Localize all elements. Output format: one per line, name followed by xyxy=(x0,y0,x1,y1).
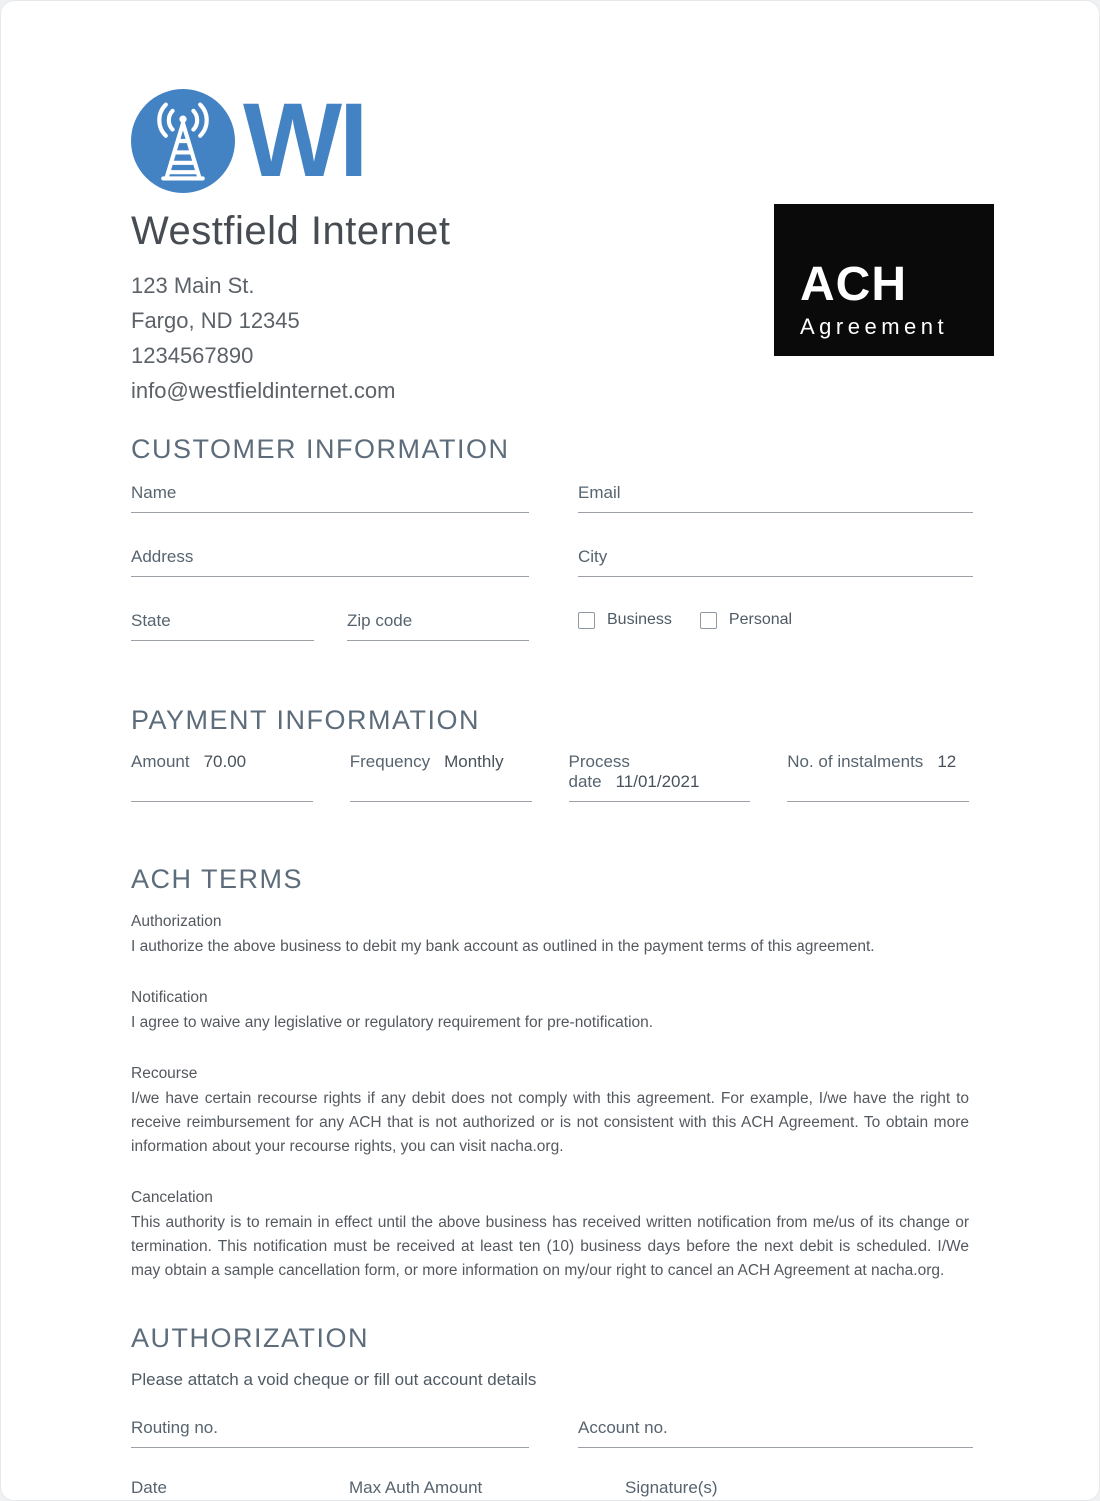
customer-information-heading: CUSTOMER INFORMATION xyxy=(131,434,510,464)
business-checkbox-option[interactable] xyxy=(578,611,672,629)
logo-circle xyxy=(131,89,235,193)
signature-field[interactable] xyxy=(625,1478,969,1501)
signature-row xyxy=(131,1478,969,1501)
clause-title: Cancelation xyxy=(131,1189,213,1207)
account-number-field[interactable] xyxy=(578,1418,973,1448)
address-label: Address xyxy=(131,547,194,567)
payment-information-grid xyxy=(131,752,969,802)
frequency-field[interactable] xyxy=(350,752,532,802)
frequency-label: Frequency xyxy=(349,752,431,772)
address-field[interactable] xyxy=(131,547,529,577)
routing-number-field[interactable] xyxy=(131,1418,529,1448)
name-label: Name xyxy=(131,483,177,503)
state-zip-row xyxy=(131,611,529,641)
amount-value: 70.00 xyxy=(203,752,247,772)
personal-checkbox-label: Personal xyxy=(728,611,793,629)
city-field[interactable] xyxy=(578,547,973,577)
authorization-note: Please attatch a void cheque or fill out account details xyxy=(131,1370,537,1390)
date-label: Date xyxy=(131,1478,167,1498)
clause-body: I/we have certain recourse rights if any debit does not comply with this agreement. For example, I/we have the right to receive reimbursement for any ACH that is not authorized or is not consistent with this ACH Agreement. To obtain more information about your recourse rights, you can visit nacha.org. xyxy=(131,1090,969,1156)
instalments-field[interactable] xyxy=(787,752,969,802)
company-phone: 1234567890 xyxy=(131,343,254,368)
clause-body: I authorize the above business to debit my bank account as outlined in the payment terms of this agreement. xyxy=(131,938,875,956)
state-field[interactable] xyxy=(131,611,314,641)
state-label: State xyxy=(131,611,171,631)
notification-clause xyxy=(131,989,969,1035)
zip-code-label: Zip code xyxy=(347,611,413,631)
email-field[interactable] xyxy=(578,483,973,513)
authorization-grid xyxy=(131,1418,969,1448)
authorization-clause xyxy=(131,913,969,959)
instalments-label: No. of instalments xyxy=(787,752,924,772)
max-auth-amount-field[interactable] xyxy=(349,1478,587,1501)
clause-title: Notification xyxy=(131,989,208,1007)
company-name: Westfield Internet xyxy=(131,209,451,253)
frequency-value: Monthly xyxy=(444,752,504,772)
signature-label: Signature(s) xyxy=(625,1478,718,1498)
max-auth-amount-label: Max Auth Amount xyxy=(349,1478,483,1498)
city-label: City xyxy=(578,547,608,567)
customer-information-grid xyxy=(131,483,969,641)
process-date-value: 11/01/2021 xyxy=(615,772,700,792)
authorization-heading: AUTHORIZATION xyxy=(131,1323,369,1354)
ach-terms-clauses xyxy=(131,913,969,1283)
clause-body: I agree to waive any legislative or regulatory requirement for pre-notification. xyxy=(131,1014,654,1032)
clause-body: This authority is to remain in effect until the above business has received written notification from me/us of its change or termination. This notification must be received at least ten (10) business days before the next debit is scheduled. I/We may obtain a sample cancellation form, or more information on my/our right to cancel an ACH Agreement at nacha.org. xyxy=(131,1214,969,1280)
radio-tower-icon xyxy=(131,89,235,193)
zip-code-field[interactable] xyxy=(347,611,529,641)
badge-subtitle: Agreement xyxy=(800,314,949,339)
logo-text: WI xyxy=(243,81,366,199)
personal-checkbox-option[interactable] xyxy=(700,611,792,629)
badge-title: ACH xyxy=(800,258,907,311)
address-line-2: Fargo, ND 12345 xyxy=(131,308,300,333)
process-date-label: Process date xyxy=(568,752,630,792)
date-field[interactable] xyxy=(131,1478,311,1501)
amount-label: Amount xyxy=(131,752,190,772)
address-line-1: 123 Main St. xyxy=(131,273,255,298)
account-type-checkboxes xyxy=(578,611,973,641)
ach-agreement-badge xyxy=(774,204,994,356)
cancelation-clause xyxy=(131,1189,969,1283)
process-date-field[interactable] xyxy=(569,752,751,802)
recourse-clause xyxy=(131,1065,969,1159)
company-email: info@westfieldinternet.com xyxy=(131,378,396,403)
routing-number-label: Routing no. xyxy=(131,1418,218,1438)
payment-information-heading: PAYMENT INFORMATION xyxy=(131,705,481,736)
instalments-value: 12 xyxy=(937,752,957,772)
name-field[interactable] xyxy=(131,483,529,513)
amount-field[interactable] xyxy=(131,752,313,802)
ach-terms-heading: ACH TERMS xyxy=(131,864,304,895)
personal-checkbox[interactable] xyxy=(700,612,717,629)
company-logo xyxy=(131,81,969,199)
clause-title: Authorization xyxy=(131,913,222,931)
clause-title: Recourse xyxy=(131,1065,198,1083)
email-label: Email xyxy=(578,483,621,503)
account-number-label: Account no. xyxy=(578,1418,668,1438)
document-header xyxy=(131,1,969,408)
business-checkbox-label: Business xyxy=(607,611,672,629)
business-checkbox[interactable] xyxy=(578,612,595,629)
